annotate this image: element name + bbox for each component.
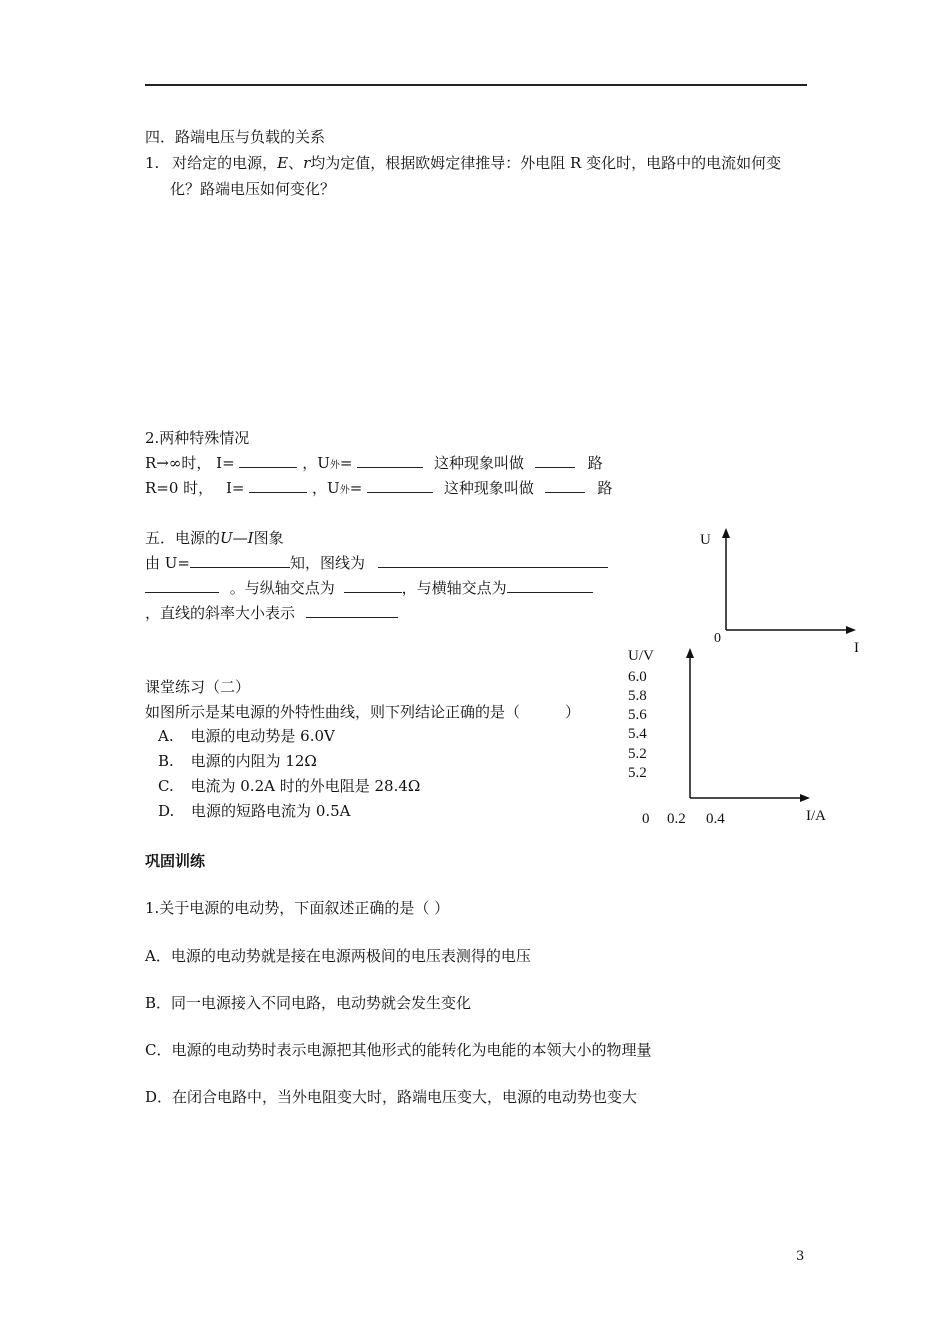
practice-option[interactable] (158, 750, 317, 771)
current-blank[interactable] (249, 478, 307, 493)
x-intercept-label: ，与横轴交点为 (401, 579, 507, 597)
option-label: C. (158, 777, 174, 795)
practice-title: 课堂练习（二） (145, 678, 251, 696)
emf-symbol: E (277, 154, 289, 172)
separator: 、 (288, 154, 304, 172)
practice-option[interactable] (158, 725, 335, 746)
special-case-row-2 (145, 477, 612, 498)
ui-axes-diagram (690, 520, 870, 660)
consolidation-option-a[interactable]: A．电源的电动势就是接在电源两极间的电压表测得的电压 (145, 947, 531, 965)
y-intercept-label: 。与纵轴交点为 (229, 579, 335, 597)
option-text: 电源的电动势是 6.0V (190, 727, 335, 745)
question-1-line-1 (145, 152, 781, 173)
current-symbol: I (247, 529, 254, 547)
section5-line-1 (145, 552, 608, 573)
x-intercept-blank[interactable] (507, 578, 593, 593)
voltage-symbol: U (220, 529, 233, 547)
voltage-subscript: 外 (339, 485, 350, 496)
formula-label: 由 U= (145, 554, 190, 572)
phenomenon-blank[interactable] (535, 453, 575, 468)
circuit-suffix: 路 (587, 454, 603, 472)
option-text: 电源的内阻为 12Ω (190, 752, 317, 770)
header-rule (145, 84, 807, 86)
question-2-title: 2.两种特殊情况 (145, 429, 250, 447)
x-tick-label: 0 (642, 811, 650, 827)
voltage-blank[interactable] (357, 453, 423, 468)
condition: R→∞时， (145, 454, 212, 472)
y-tick-label: 5.2 (628, 765, 647, 781)
consolidation-title: 巩固训练 (145, 852, 206, 870)
consolidation-question: 1.关于电源的电动势，下面叙述正确的是（ ） (145, 899, 450, 917)
section5-heading (145, 527, 284, 548)
current-blank[interactable] (239, 453, 297, 468)
y-tick-label: 5.8 (628, 688, 647, 704)
circuit-suffix: 路 (597, 479, 613, 497)
consolidation-option-b[interactable]: B．同一电源接入不同电路，电动势就会发生变化 (145, 994, 472, 1012)
y-axis-arrow-icon (686, 648, 694, 658)
section5-line-2 (145, 577, 593, 598)
slope-blank[interactable] (306, 603, 398, 618)
graph-line-blank-cont[interactable] (145, 578, 219, 593)
practice-option[interactable] (158, 800, 351, 821)
option-label: D. (158, 802, 175, 820)
y-tick-label: 5.6 (628, 707, 647, 723)
heading-text: 五．电源的 (145, 529, 221, 547)
x-axis-arrow-icon (846, 626, 856, 634)
equals: = (339, 454, 353, 472)
question-1-line-2: 化？路端电压如何变化？ (170, 180, 336, 198)
y-intercept-blank[interactable] (344, 578, 402, 593)
consolidation-option-c[interactable]: C．电源的电动势时表示电源把其他形式的能转化为电能的本领大小的物理量 (145, 1041, 652, 1059)
phenomenon-blank[interactable] (545, 478, 585, 493)
x-axis-label: I (854, 640, 859, 656)
section5-line-3 (145, 602, 398, 623)
y-tick-label: 5.2 (628, 746, 647, 762)
y-axis-label: U/V (628, 648, 654, 664)
option-text: 电源的短路电流为 0.5A (191, 802, 351, 820)
option-text: 电流为 0.2A 时的外电阻是 28.4Ω (190, 777, 421, 795)
current-label: I= (216, 454, 235, 472)
y-axis-label: U (700, 532, 711, 548)
formula-blank[interactable] (190, 553, 290, 568)
y-axis-arrow-icon (722, 528, 730, 538)
equals: = (349, 479, 363, 497)
voltage-label: ，U (302, 454, 330, 472)
dash: — (232, 529, 248, 547)
x-tick-label: 0.2 (667, 811, 686, 827)
question-text-cont: 均为定值，根据欧姆定律推导：外电阻 R 变化时，电路中的电流如何变 (310, 154, 782, 172)
slope-label: ，直线的斜率大小表示 (145, 604, 296, 622)
current-label: I= (225, 479, 245, 497)
option-label: A. (158, 727, 174, 745)
origin-label: 0 (714, 631, 721, 646)
external-characteristic-chart (620, 640, 850, 830)
voltage-label: ，U (312, 479, 340, 497)
option-label: B. (158, 752, 174, 770)
section4-heading: 四．路端电压与负载的关系 (145, 128, 326, 146)
question-text: 对给定的电源， (172, 154, 278, 172)
practice-option[interactable] (158, 775, 420, 796)
special-case-row-1 (145, 452, 603, 473)
heading-text-end: 图象 (253, 529, 284, 547)
resistance-symbol: r (303, 154, 311, 172)
condition: R=0 时， (145, 479, 214, 497)
x-tick-label: 0.4 (706, 811, 725, 827)
voltage-subscript: 外 (329, 460, 340, 471)
x-axis-label: I/A (806, 808, 826, 824)
question-number: 1. (145, 154, 160, 172)
phenomenon-label: 这种现象叫做 (443, 479, 534, 497)
graph-line-label: 知，图线为 (289, 554, 365, 572)
y-tick-label: 6.0 (628, 669, 647, 685)
practice-question: 如图所示是某电源的外特性曲线，则下列结论正确的是（ ） (145, 703, 581, 721)
voltage-blank[interactable] (367, 478, 433, 493)
y-tick-label: 5.4 (628, 726, 647, 742)
graph-line-blank[interactable] (378, 553, 608, 568)
x-axis-arrow-icon (800, 794, 810, 802)
page-number: 3 (796, 1249, 805, 1264)
phenomenon-label: 这种现象叫做 (434, 454, 525, 472)
consolidation-option-d[interactable]: D．在闭合电路中，当外电阻变大时，路端电压变大，电源的电动势也变大 (145, 1088, 638, 1106)
